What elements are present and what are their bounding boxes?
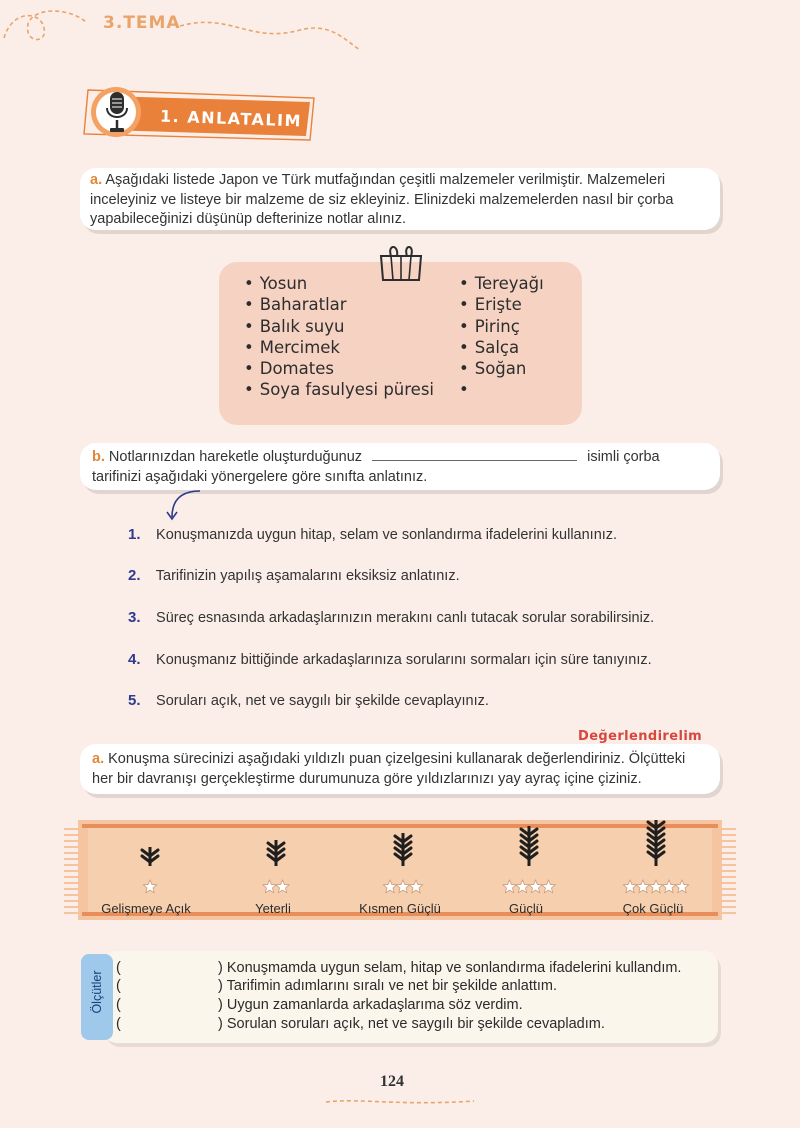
task-a-card [80, 168, 720, 230]
step-item [128, 651, 652, 668]
page-number: 124 [380, 1073, 404, 1090]
ingredient-item: • Baharatlar [244, 294, 434, 315]
criteria-item [116, 997, 523, 1013]
ingredient-item: • Salça [459, 337, 544, 358]
step-item [128, 609, 654, 626]
step-item [128, 567, 460, 584]
tema-title: 3.TEMA [103, 13, 181, 33]
step-number: 3. [128, 609, 141, 626]
step-item [128, 692, 489, 709]
rating-level-label: Kısmen Güçlü [359, 901, 441, 916]
step-number: 4. [128, 651, 141, 668]
task-b-text-after: isimli çorba tarifinizi aşağıdaki yönergelere göre sınıfta anlatınız. [92, 449, 660, 485]
step-text: Tarifinizin yapılış aşamalarını eksiksiz anlatınız. [155, 568, 460, 584]
soup-name-blank[interactable] [372, 449, 577, 461]
step-text: Konuşmanızda uygun hitap, selam ve sonlandırma ifadelerini kullanınız. [156, 527, 618, 543]
criteria-text: Tarifimin adımlarını sıralı ve net bir şekilde anlattım. [226, 978, 558, 994]
microphone-icon [104, 90, 130, 136]
ingredient-item: • Soğan [459, 358, 544, 379]
bracket-close: ) [218, 1016, 223, 1032]
step-number: 5. [128, 692, 141, 709]
ingredient-item: • Yosun [244, 273, 434, 294]
step-number: 1. [128, 526, 141, 543]
task-b-letter: b. [92, 449, 105, 465]
criteria-item [116, 960, 681, 976]
bracket-close: ) [218, 960, 223, 976]
criteria-item [116, 978, 557, 994]
rating-level-label: Gelişmeye Açık [101, 901, 191, 916]
task-a-text: Aşağıdaki listede Japon ve Türk mutfağından çeşitli malzemeler verilmiştir. Malzemeleri inceleyiniz ve listeye bir malzeme de siz ekleyiniz. Elinizdeki malzemelerden nasıl bir çorba yapabileceğinizi düşünüp defterinize notlar alınız. [90, 172, 674, 227]
bracket-close: ) [218, 978, 223, 994]
task-b-text-before: Notlarınızdan hareketle oluşturduğunuz [108, 449, 363, 465]
criteria-text: Konuşmamda uygun selam, hitap ve sonlandırma ifadelerini kullandım. [226, 960, 682, 976]
ingredient-item: • Domates [244, 358, 434, 379]
evaluation-text: Konuşma sürecinizi aşağıdaki yıldızlı puan çizelgesini kullanarak değerlendiriniz. Ölçütteki her bir davranışı gerçekleştirme durumunuza göre yıldızlarınızı yay ayraç içine çiziniz. [92, 751, 686, 787]
rating-level-label: Yeterli [255, 901, 291, 916]
step-text: Konuşmanız bittiğinde arkadaşlarınıza sorularını sormaları için süre tanıyınız. [156, 652, 652, 668]
task-a-letter: a. [90, 172, 103, 188]
ingredient-item-empty [459, 379, 544, 400]
step-item [128, 526, 617, 543]
star-bracket[interactable]: ( [116, 997, 121, 1013]
rating-level-label: Çok Güçlü [622, 901, 684, 916]
ingredient-item: • Mercimek [244, 337, 434, 358]
bracket-close: ) [218, 997, 223, 1013]
ingredient-item: • Tereyağı [459, 273, 544, 294]
step-number: 2. [128, 567, 141, 584]
ingredients-column-1 [244, 273, 434, 401]
criteria-item [116, 1016, 605, 1032]
section-title: 1. ANLATALIM [159, 106, 303, 131]
ingredient-item: • Soya fasulyesi püresi [244, 379, 434, 400]
star-bracket[interactable]: ( [116, 1016, 121, 1032]
curved-arrow-icon [160, 487, 210, 527]
star-bracket[interactable]: ( [116, 978, 121, 994]
step-text: Süreç esnasında arkadaşlarınızın merakını canlı tutacak sorular sorabilirsiniz. [156, 610, 655, 626]
step-text: Soruları açık, net ve saygılı bir şekilde cevaplayınız. [156, 693, 489, 709]
rating-level-label: Güçlü [509, 901, 543, 916]
criteria-text: Uygun zamanlarda arkadaşlarıma söz verdim. [226, 997, 523, 1013]
evaluation-card [80, 744, 720, 794]
footer-decoration [300, 1096, 500, 1108]
ingredient-item: • Pirinç [459, 316, 544, 337]
evaluation-heading: Değerlendirelim [578, 729, 703, 744]
criteria-text: Sorulan soruları açık, net ve saygılı bir şekilde cevapladım. [226, 1016, 605, 1032]
criteria-tab-label: Ölçütler [90, 970, 104, 1014]
ingredients-column-2 [459, 273, 544, 401]
ingredient-item: • Balık suyu [244, 316, 434, 337]
ingredient-item: • Erişte [459, 294, 544, 315]
star-bracket[interactable]: ( [116, 960, 121, 976]
task-b-card [80, 443, 720, 490]
evaluation-letter: a. [92, 751, 105, 767]
